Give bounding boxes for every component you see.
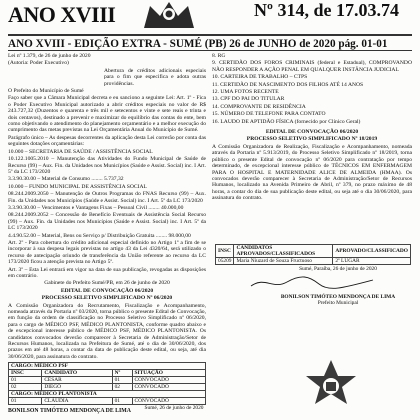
signature-icon	[247, 274, 377, 292]
date-right: Sumé, Paraíba, 26 de junho de 2020	[299, 266, 377, 272]
doc-item: 11. CERTIDÃO DE NASCIMENTO DOS FILHOS ATÉ 14 ANOS	[212, 81, 364, 88]
law-intro: Abertura de créditos adicionais especiais para o fim que especifica e adota outras providências.	[104, 67, 206, 87]
col-header: CANDIDATOS APROVADOS/CLASSIFICADOS	[234, 245, 333, 258]
edital-body-left: A Comissão Organizadora do Recrutamento, Fiscalização e Acompanhamento, nomeada através da Portaria nº 03/2020, torna público o presente Edital de Convocação, em função da ordem de classificação no Processo Seletivo Simplificado nº 06/2020, para o cargo de MÉDICO PSF, MÉDICO PLANTONISTA, conforme quadro abaixo e de excepcional interesse público de MÉDICO PSF, MÉDICO PLANTONISTA. Os candidatos convocados deverão comparecer à Secretaria de Administração/Setor de Recursos Humanos, localizada na Prefeitura de Sumé, até o dia de 30/06/2020, dos prazos em até 48 horas, a contar da data de publicação deste edital, ou seja, até dia 30/06/2020, para assinatura do contrato.	[8, 302, 206, 360]
edital-title-left: EDITAL DE CONVOCAÇÃO 06/2020	[60, 287, 154, 294]
col-header: Nº	[112, 370, 132, 377]
convocation-table-left	[8, 362, 206, 411]
law-org1: 10.000 – SECRETARIA DE SAÚDE / ASSISTÊNCIA SOCIAL	[8, 148, 153, 155]
doc-item: 15. NÚMERO DE TELEFONE PARA CONTATO	[212, 111, 326, 118]
table-row	[216, 258, 411, 265]
col-header: APROVADO/CLASSIFICADO	[333, 245, 411, 258]
law-p1: O Prefeito do Município de Sumé	[8, 88, 84, 95]
table-date-left: Sumé, 26 de junho de 2020	[144, 405, 204, 411]
cell: CONVOCADO	[132, 384, 206, 391]
law-p6: Gabinete do Prefeito Sumé/PB, em 26 de junho de 2020	[44, 280, 170, 287]
cargo-header-2: CARGO: MÉDICO PLANTONISTA	[9, 391, 206, 398]
col-header: INSC	[9, 370, 42, 377]
law-org3: 08.244.2009.2052 – Concessão de Benefício Eventuais de Assistência Social Recurso (99) – Aux. Fin. da Unidades nos Municípios (Saúde e Assist. Social) inc. I Art. 5º da LC 173/2020	[8, 212, 206, 232]
table-row	[9, 398, 206, 405]
law-p5: Art. 3º – Esta Lei entrará em vigor na data de sua publicação, revogadas as disposições em contrário.	[8, 266, 206, 279]
year-label: ANO XVIII	[8, 2, 116, 27]
law-ref: Lei nº 1.379, de 26 de junho de 2020	[8, 53, 91, 59]
law-p2: Faço saber que a Câmara Municipal decreta e eu sanciono a seguinte Lei: Art. 1º - Fica o Poder Executivo Municipal autorizado a abrir créditos especiais no valor de R$ 243.727,32 (Duzentos e quarenta e três mil e setecentos e vinte e sete reais e trinta e dois centavos), destinado a prevenir e maximizar do equilíbrio das contas do ente, bem como objetivando o atendimento do planejamento orçamentário e a melhor execução do cumprimento das metas previstas na Lei Orçamentária Anual do Município de Sumé.	[8, 95, 206, 134]
table-row	[9, 377, 206, 384]
law-org2b: 08.244.2009.2050 – Manutenção de Outros Programas do FNAS Recurso (99) – Aux. Fin. da Unidades nos Municípios (Saúde e Assist. Social) inc. I Art. 5º da LC 173/2020	[8, 191, 206, 204]
law-org1b: 10.122.1005.2010 – Manutenção das Atividades do Fundo Municipal de Saúde de Recurso (99) – Aux. Fin. da Unidades nos Municípios (Saúde e Assist. Social) inc. I Art. 5º da LC 173/2020	[8, 156, 206, 175]
doc-item: 14. COMPROVANTE DE RESIDÊNCIA	[212, 103, 306, 110]
right-column	[212, 53, 412, 203]
mayor-role: Prefeito Municipal	[317, 300, 359, 307]
col-header: SITUAÇÃO	[132, 370, 206, 377]
municipal-logo-icon	[300, 356, 362, 418]
col-header: INSC	[216, 245, 234, 258]
cargo-header-1: CARGO: MÉDICO PSF	[9, 363, 206, 370]
doc-item: 12. UMA FOTOS RECENTE	[212, 89, 279, 96]
masthead-right: Nº 314, de 17.03.74	[254, 0, 399, 20]
law-sub: (Autoria: Poder Executivo)	[8, 60, 69, 67]
cell: 01	[112, 377, 132, 384]
cell: DIEGO	[42, 384, 112, 391]
cell: 02	[112, 384, 132, 391]
left-column	[8, 53, 206, 361]
table-row	[9, 384, 206, 391]
law-p3: Parágrafo único – As despesas decorrentes da aplicação desta Lei correrão por conta das seguintes dotações orçamentárias:	[8, 134, 206, 148]
edital-subtitle-right: PROCESSO SELETIVO SIMPLIFICADO Nº 18/2019	[246, 136, 378, 143]
approved-table-right	[215, 244, 411, 265]
edition-line: ANO XVIII - EDIÇÃO EXTRA - SUMÉ (PB) 26 de JUNHO de 2020 pág. 01-01	[8, 38, 388, 50]
cell: Maria Niuzard de Souza Fructuoso	[234, 258, 333, 265]
law-org2: 10.000 – FUNDO MUNICIPAL DE ASSISTÊNCIA SOCIAL	[8, 183, 147, 190]
header-rule	[8, 34, 412, 36]
doc-item: 9. CERTIDÃO DOS FOROS CRIMINAIS (federal e Estadual), COMPROVANDO NÃO RESPONDER A AÇÃO PENAL EM QUALQUER INSTÂNCIA JUDICIAL	[212, 60, 412, 73]
signature-block	[258, 294, 418, 306]
law-line3: 4.4.90.52.00 – Material, Bens ou Serviço p/ Distribuição Gratuita ........ 98.000,00	[8, 232, 191, 239]
cell: 01	[9, 377, 42, 384]
edital-title-right: EDITAL DE CONVOCAÇÃO 06/2020	[265, 129, 359, 136]
cell: CÉSAR	[42, 377, 112, 384]
cell: 05209	[216, 258, 234, 265]
cell: 01	[9, 398, 42, 405]
cell: CONVOCADO	[132, 398, 206, 405]
cell: CLÁUDIA	[42, 398, 112, 405]
doc-item: 16. LAUDO DE APTIDÃO FÍSICA (fornecido por Clínico Geral)	[212, 118, 361, 125]
doc-item: 8. RG	[212, 53, 226, 59]
cell: 02	[9, 384, 42, 391]
law-line2: 3.3.90.30.00 – Vencimentos e Vantagens Fixas – Pessoal Civil ........ 40.000,00	[8, 204, 184, 211]
masthead-left	[8, 2, 115, 28]
edital-subtitle-left: PROCESSO SELETIVO SIMPLIFICADO Nº 06/2020	[41, 295, 173, 302]
edital-body-right: A Comissão Organizadora de Realização, Fiscalização e Acompanhamento, nomeada através da Portaria nº 5.913/2019, do Processo Seletivo Simplificado nº 18/2019, torna público o presente Edital de convocação nº 06/2020 para contratação por tempo determinado, de excepcional interesse público de TÉCNICOS EM ENFERMAGEM PARA O HOSPITAL E MATERNIDADE ALICE DE ALMEIDA (HMAA). Os convocados deverão comparecer à Secretaria de Administração/Setor de Recursos Humanos, localizado na Avenida Primeiro de Abril, nº 379, no prazo máximo de 48 horas, a contar do dia de sua publicação deste edital, ou seja até o dia 30/06/2020, para assinatura do contrato.	[212, 143, 412, 202]
doc-item: 10. CARTEIRA DE TRABALHO – CTPS	[212, 74, 308, 81]
cell: CONVOCADO	[132, 377, 206, 384]
mayor-name-footer: BONILSON TIMÓTEO MENDONÇA DE LIMA	[8, 408, 131, 414]
cell: 01	[112, 398, 132, 405]
edition-rule	[8, 50, 412, 51]
municipal-crest-icon	[140, 0, 198, 30]
law-line1: 3.3.90.30.00 – Material de Consumo ........ 5.737,32	[8, 176, 124, 183]
doc-item: 13. CPF DO PAI DO TITULAR	[212, 96, 285, 103]
mayor-name: BONILSON TIMÓTEO MENDONÇA DE LIMA	[280, 294, 396, 300]
cell: 2º LUGAR	[333, 258, 411, 265]
law-p4: Art. 2º - Para cobertura do crédito adicional especial definido no Artigo 1º a fim de se incorporar à sua despesa legais previstas no artigo 43 da Lei 4320/64, será utilizado o recurso de antecipação oriundo de transferência da União referente ao recurso da LC 173/2020 ficou a atenção prevista no Artigo 5º.	[8, 239, 206, 266]
col-header: CANDIDATO	[42, 370, 112, 377]
